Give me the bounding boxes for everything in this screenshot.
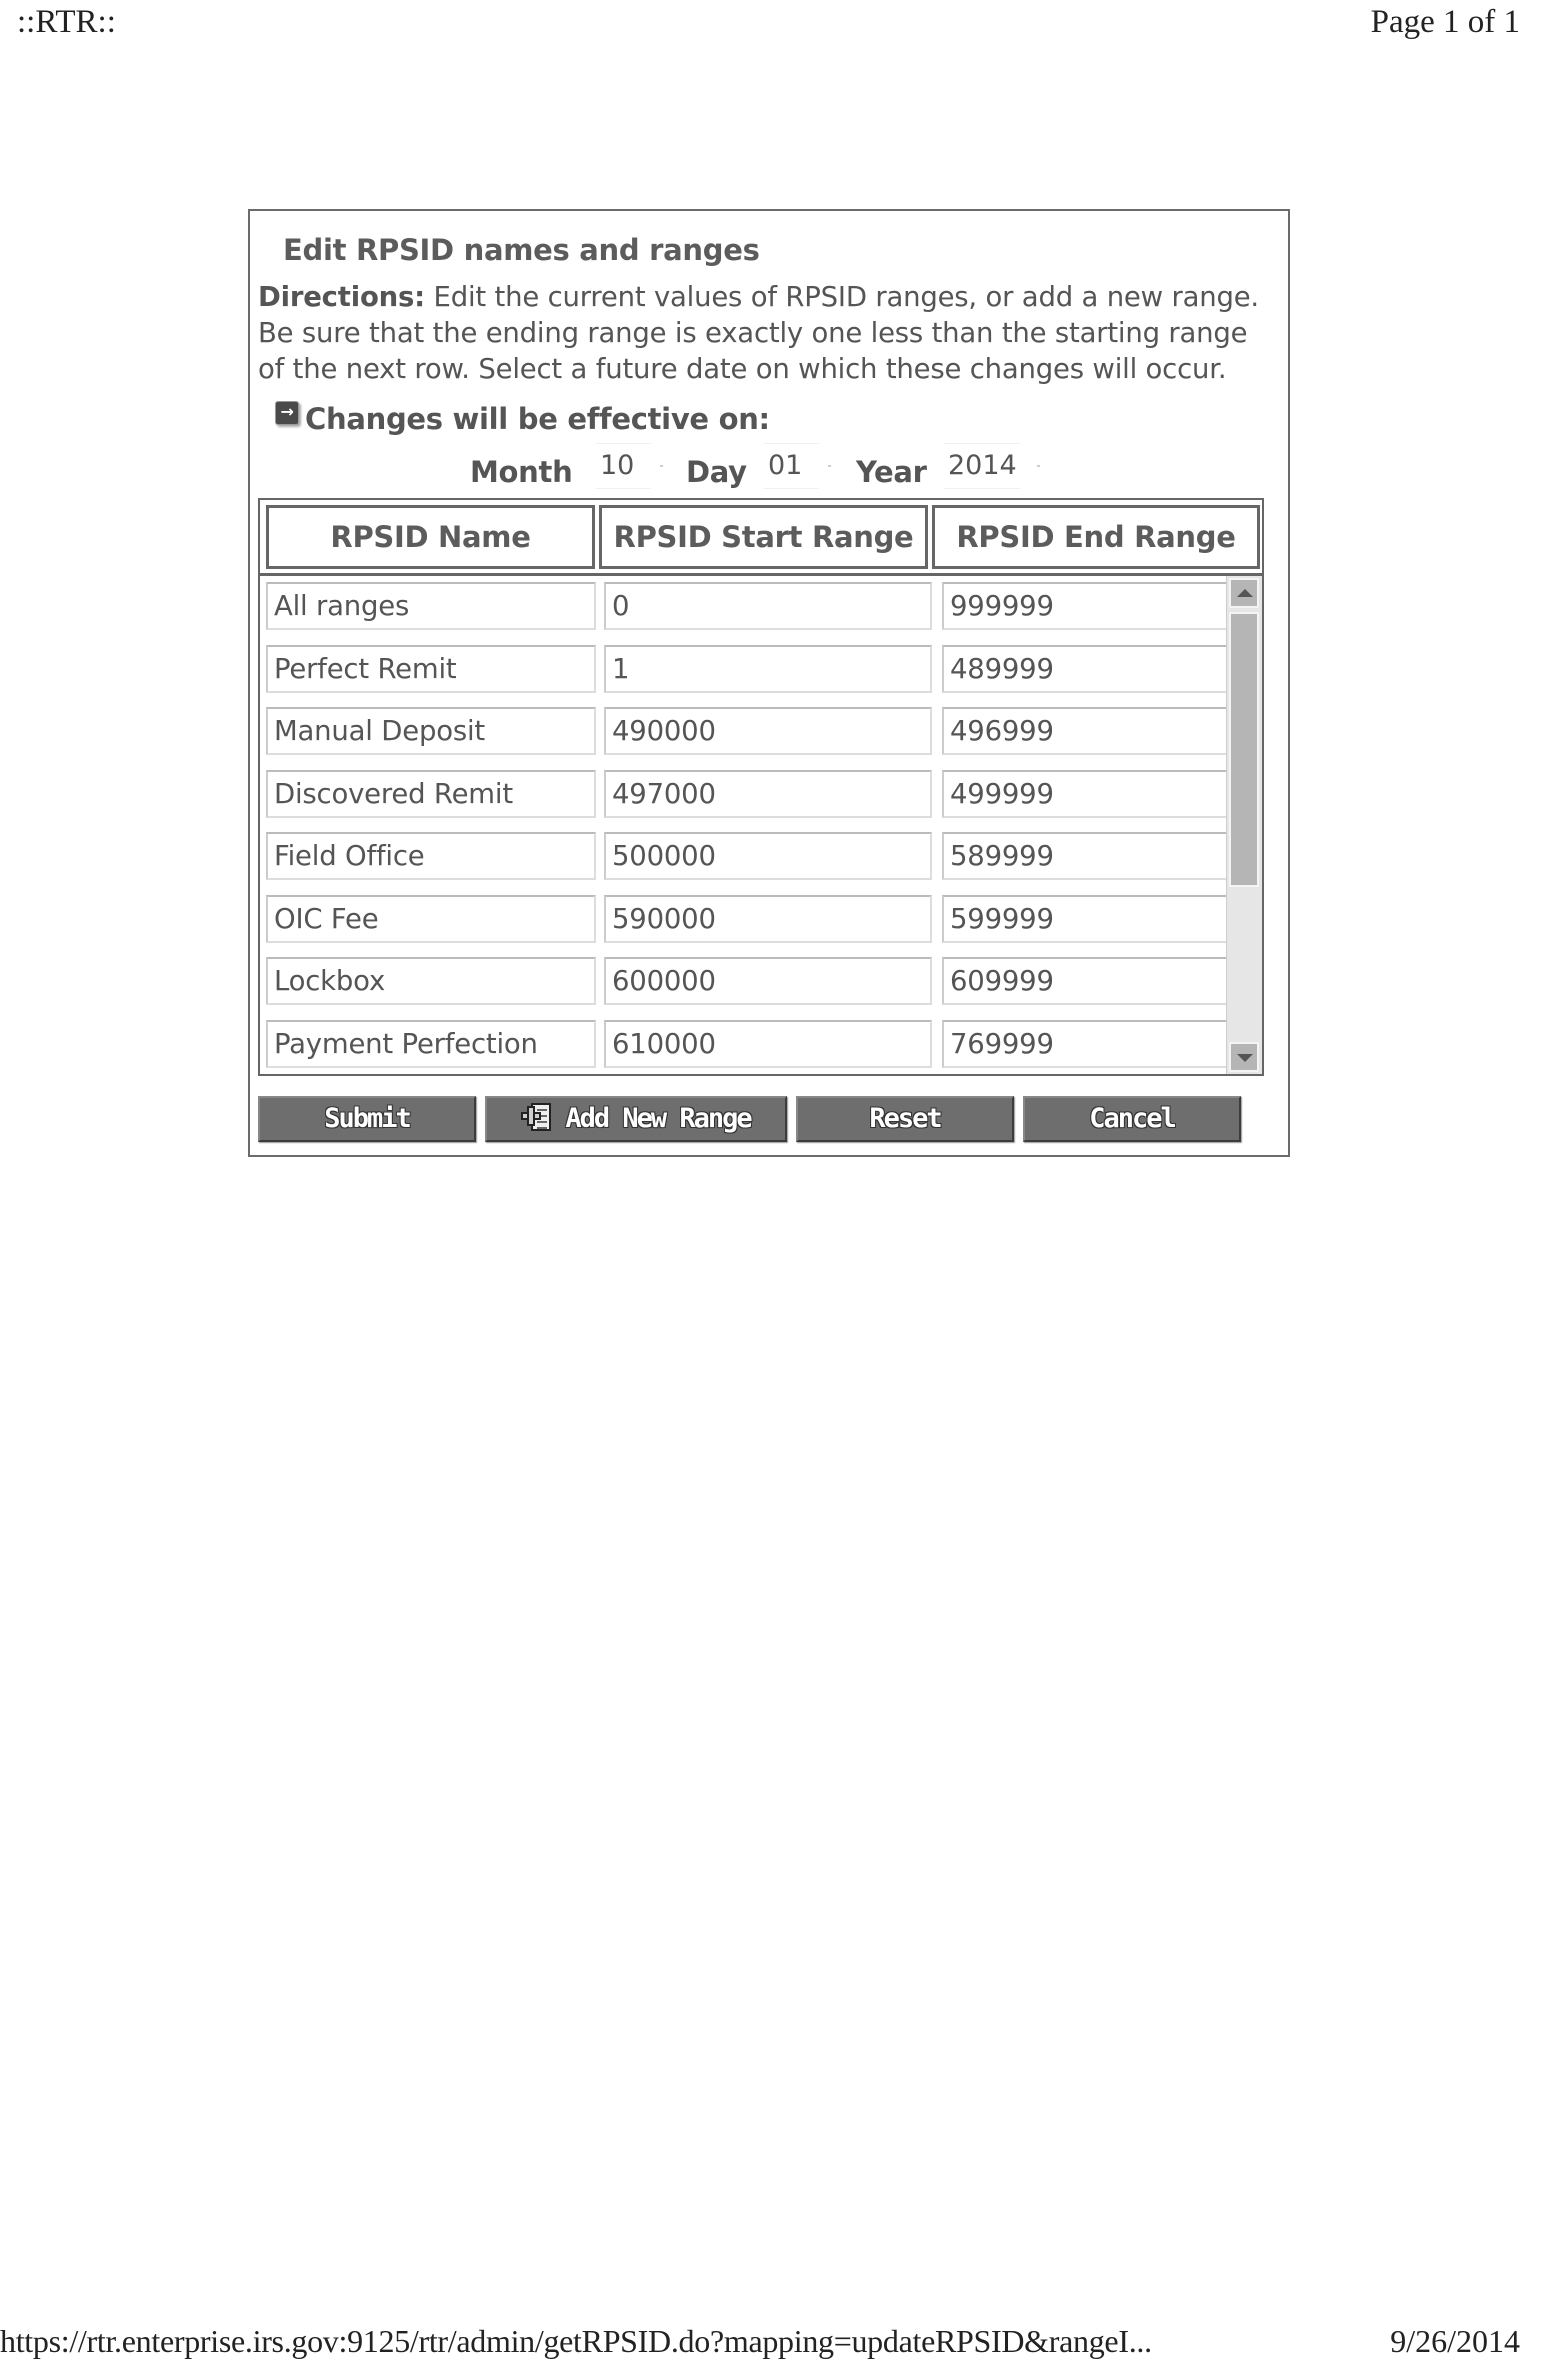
column-header-name: RPSID Name <box>266 505 595 569</box>
rpsid-end-range-input[interactable]: 769999 <box>942 1020 1232 1068</box>
month-label: Month <box>470 455 573 489</box>
rpsid-name-input[interactable]: Field Office <box>266 832 596 880</box>
print-page-number: Page 1 of 1 <box>1370 4 1520 40</box>
table-row <box>260 582 1262 630</box>
year-dropdown-marker[interactable] <box>1037 465 1040 467</box>
add-document-icon <box>521 1103 555 1131</box>
month-dropdown-marker[interactable] <box>660 465 663 467</box>
rpsid-start-range-input[interactable]: 600000 <box>604 957 932 1005</box>
column-header-start-range: RPSID Start Range <box>599 505 928 569</box>
effective-date-heading <box>275 402 770 436</box>
rpsid-end-range-input[interactable]: 499999 <box>942 770 1232 818</box>
add-new-range-button[interactable] <box>485 1096 787 1142</box>
rpsid-start-range-input[interactable]: 497000 <box>604 770 932 818</box>
rpsid-name-input[interactable]: Discovered Remit <box>266 770 596 818</box>
rpsid-table <box>258 498 1264 1076</box>
form-title: Edit RPSID names and ranges <box>283 233 760 267</box>
triangle-up-icon <box>1237 589 1253 597</box>
print-footer-url: https://rtr.enterprise.irs.gov:9125/rtr/admin/getRPSID.do?mapping=updateRPSID&rangeI... <box>0 2323 1152 2359</box>
rpsid-end-range-input[interactable]: 999999 <box>942 582 1232 630</box>
rpsid-name-input[interactable]: All ranges <box>266 582 596 630</box>
rpsid-start-range-input[interactable]: 1 <box>604 645 932 693</box>
edit-rpsid-form <box>248 209 1290 1157</box>
year-field[interactable]: 2014 <box>944 443 1020 489</box>
rpsid-name-input[interactable]: Lockbox <box>266 957 596 1005</box>
rpsid-start-range-input[interactable]: 590000 <box>604 895 932 943</box>
vertical-scrollbar[interactable] <box>1226 576 1262 1074</box>
table-body <box>260 576 1262 1074</box>
directions-label: Directions: <box>258 281 425 313</box>
table-row <box>260 832 1262 880</box>
add-new-range-label: Add New Range <box>565 1103 751 1134</box>
reset-button[interactable]: Reset <box>796 1096 1014 1142</box>
rpsid-name-input[interactable]: Manual Deposit <box>266 707 596 755</box>
rpsid-end-range-input[interactable]: 489999 <box>942 645 1232 693</box>
effective-date-row <box>250 443 1288 491</box>
arrow-right-icon: → <box>275 401 299 425</box>
directions-text <box>258 279 1278 387</box>
table-row <box>260 770 1262 818</box>
table-header <box>260 500 1262 576</box>
print-footer-date: 9/26/2014 <box>1390 2323 1520 2359</box>
scroll-down-button[interactable] <box>1229 1042 1259 1072</box>
directions-body: Edit the current values of RPSID ranges, or add a new range. Be sure that the ending range is exactly one less than the starting range of the next row. Select a future date on which these changes will occur. <box>258 281 1259 385</box>
cancel-button[interactable]: Cancel <box>1023 1096 1241 1142</box>
effective-label: Changes will be effective on: <box>305 402 770 436</box>
day-label: Day <box>686 455 747 489</box>
table-row <box>260 1020 1262 1068</box>
table-row <box>260 957 1262 1005</box>
print-header-title: ::RTR:: <box>17 4 116 40</box>
rpsid-end-range-input[interactable]: 609999 <box>942 957 1232 1005</box>
rpsid-name-input[interactable]: Payment Perfection <box>266 1020 596 1068</box>
rpsid-start-range-input[interactable]: 500000 <box>604 832 932 880</box>
table-row <box>260 645 1262 693</box>
scroll-up-button[interactable] <box>1229 578 1259 608</box>
rpsid-start-range-input[interactable]: 490000 <box>604 707 932 755</box>
rpsid-start-range-input[interactable]: 0 <box>604 582 932 630</box>
triangle-down-icon <box>1237 1054 1253 1062</box>
day-field[interactable]: 01 <box>764 443 819 489</box>
column-header-end-range: RPSID End Range <box>932 505 1260 569</box>
year-label: Year <box>856 455 927 489</box>
month-field[interactable]: 10 <box>596 443 651 489</box>
table-row <box>260 707 1262 755</box>
scrollbar-thumb[interactable] <box>1229 612 1259 887</box>
table-row <box>260 895 1262 943</box>
day-dropdown-marker[interactable] <box>828 465 831 467</box>
rpsid-name-input[interactable]: Perfect Remit <box>266 645 596 693</box>
rpsid-start-range-input[interactable]: 610000 <box>604 1020 932 1068</box>
rpsid-end-range-input[interactable]: 589999 <box>942 832 1232 880</box>
rpsid-end-range-input[interactable]: 496999 <box>942 707 1232 755</box>
rpsid-name-input[interactable]: OIC Fee <box>266 895 596 943</box>
rpsid-end-range-input[interactable]: 599999 <box>942 895 1232 943</box>
submit-button[interactable]: Submit <box>258 1096 476 1142</box>
